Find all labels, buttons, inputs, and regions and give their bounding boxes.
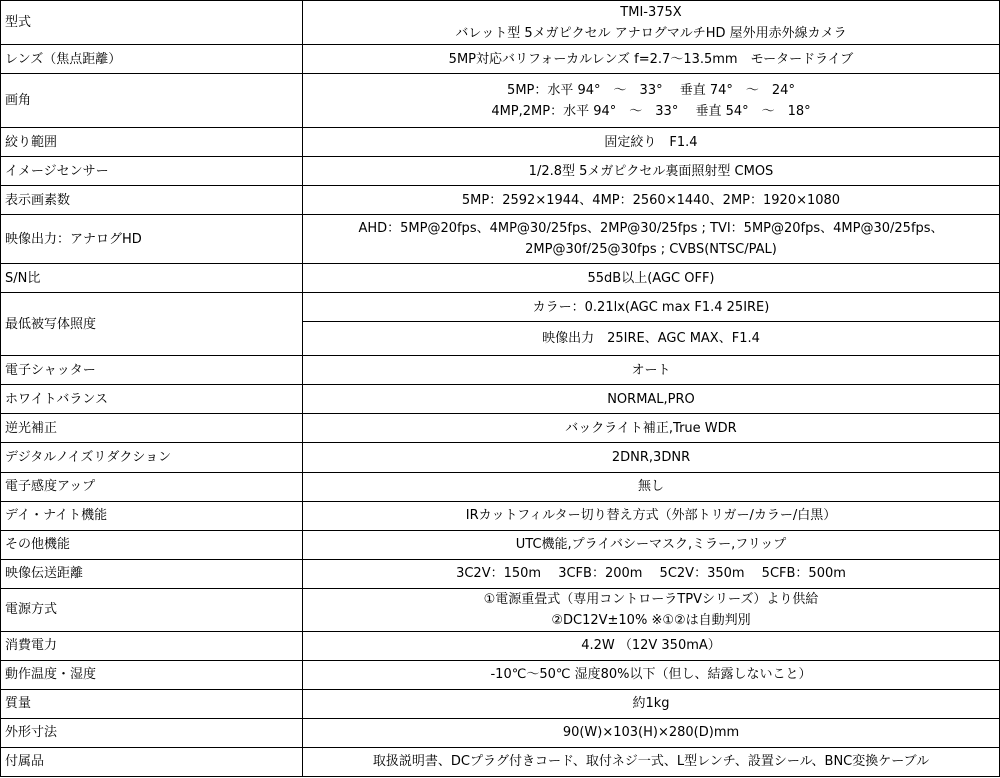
value-line: IRカットフィルター切り替え方式（外部トリガー/カラー/白黒） [465,508,837,524]
row-value-accessories [303,747,1000,776]
value-line: 55dB以上(AGC OFF) [587,270,715,286]
table-row [1,1,1000,45]
table-row [1,45,1000,74]
value-line: 取扱説明書、DCプラグ付きコード、取付ネジ一式、L型レンチ、設置シール、BNC変換ケーブル [372,754,930,770]
row-label-transmission-distance: 映像伝送距離 [1,559,303,588]
row-value-min-illumination-1 [303,293,1000,322]
value-line: カラー：0.21lx(AGC max F1.4 25IRE) [532,299,770,315]
value-line: UTC機能,プライバシーマスク,ミラー,フリップ [515,537,787,553]
row-value-video-output [303,215,1000,264]
table-row [1,559,1000,588]
value-line: TMI-375X [620,4,682,20]
value-line: バックライト補正,True WDR [565,420,737,436]
value-line: NORMAL,PRO [607,391,695,407]
row-value-sensitivity-up [303,472,1000,501]
row-label-model: 型式 [1,1,303,45]
row-label-day-night: デイ・ナイト機能 [1,501,303,530]
value-line: 2MP@30f/25@30fps ; CVBS(NTSC/PAL) [525,242,777,258]
table-row [1,747,1000,776]
table-row [1,157,1000,186]
value-line: オート [631,362,671,378]
value-line: 2DNR,3DNR [611,450,691,465]
table-row [1,588,1000,631]
table-row [1,443,1000,472]
row-value-mass [303,689,1000,718]
table-row [1,414,1000,443]
table-row [1,293,1000,322]
value-line: 5MP：水平 94° ～ 33° 垂直 74° ～ 24° [507,82,795,98]
value-line: ②DC12V±10% ※①②は自動判別 [551,612,751,628]
value-line: -10℃～50℃ 湿度80%以下（但し、結露しないこと） [490,667,812,683]
value-line: 5MP：2592×1944、4MP：2560×1440、2MP：1920×1080 [461,192,841,208]
value-line: 3C2V：150m 3CFB：200m 5C2V：350m 5CFB：500m [456,566,846,582]
row-label-accessories: 付属品 [1,747,303,776]
row-label-other-functions: その他機能 [1,530,303,559]
table-row [1,128,1000,157]
row-label-shutter: 電子シャッター [1,356,303,385]
row-label-min-illumination: 最低被写体照度 [1,293,303,356]
row-label-operating-conditions: 動作温度・湿度 [1,660,303,689]
row-label-video-output: 映像出力：アナログHD [1,215,303,264]
row-value-dimensions [303,718,1000,747]
value-line: 約1kg [632,696,670,712]
row-value-day-night [303,501,1000,530]
row-value-shutter [303,356,1000,385]
value-line: 4MP,2MP：水平 94° ～ 33° 垂直 54° ～ 18° [491,103,811,119]
row-value-other-functions [303,530,1000,559]
row-value-angle [303,74,1000,128]
table-row [1,356,1000,385]
value-line: 5MP対応バリフォーカルレンズ f=2.7～13.5mm モータードライブ [448,51,854,67]
row-label-mass: 質量 [1,689,303,718]
value-line: AHD：5MP@20fps、4MP@30/25fps、2MP@30/25fps ; TVI：5MP@20fps、4MP@30/25fps、 [358,221,944,237]
table-row [1,472,1000,501]
value-line: 固定絞り F1.4 [604,134,698,150]
table-row [1,689,1000,718]
table-row [1,660,1000,689]
table-row [1,74,1000,128]
row-value-lens [303,45,1000,74]
value-line: 4.2W （12V 350mA） [581,638,721,654]
table-row [1,501,1000,530]
value-line: 映像出力 25IRE、AGC MAX、F1.4 [542,331,760,347]
row-value-operating-conditions [303,660,1000,689]
table-row [1,186,1000,215]
row-value-min-illumination-2 [303,322,1000,356]
row-label-sensor: イメージセンサー [1,157,303,186]
row-value-backlight [303,414,1000,443]
row-label-iris: 絞り範囲 [1,128,303,157]
table-row [1,385,1000,414]
row-label-sensitivity-up: 電子感度アップ [1,472,303,501]
row-label-white-balance: ホワイトバランス [1,385,303,414]
row-value-transmission-distance [303,559,1000,588]
row-value-noise-reduction [303,443,1000,472]
row-label-backlight: 逆光補正 [1,414,303,443]
row-label-sn-ratio: S/N比 [1,264,303,293]
table-row [1,718,1000,747]
table-row [1,264,1000,293]
table-row [1,215,1000,264]
row-label-noise-reduction: デジタルノイズリダクション [1,443,303,472]
value-line: ①電源重畳式（専用コントローラTPVシリーズ）より供給 [483,591,819,607]
row-label-power-consumption: 消費電力 [1,631,303,660]
row-value-power-method [303,588,1000,631]
row-value-pixels [303,186,1000,215]
row-value-power-consumption [303,631,1000,660]
value-line: 1/2.8型 5メガピクセル裏面照射型 CMOS [528,163,774,179]
row-label-dimensions: 外形寸法 [1,718,303,747]
row-label-lens: レンズ（焦点距離） [1,45,303,74]
table-row [1,530,1000,559]
value-line: バレット型 5メガピクセル アナログマルチHD 屋外用赤外線カメラ [455,25,847,41]
value-line: 90(W)×103(H)×280(D)mm [562,725,740,741]
row-value-iris [303,128,1000,157]
row-label-pixels: 表示画素数 [1,186,303,215]
row-value-sensor [303,157,1000,186]
row-value-white-balance [303,385,1000,414]
value-line: 無し [637,479,664,495]
row-label-angle: 画角 [1,74,303,128]
table-row [1,631,1000,660]
row-label-power-method: 電源方式 [1,588,303,631]
row-value-model [303,1,1000,45]
row-value-sn-ratio [303,264,1000,293]
